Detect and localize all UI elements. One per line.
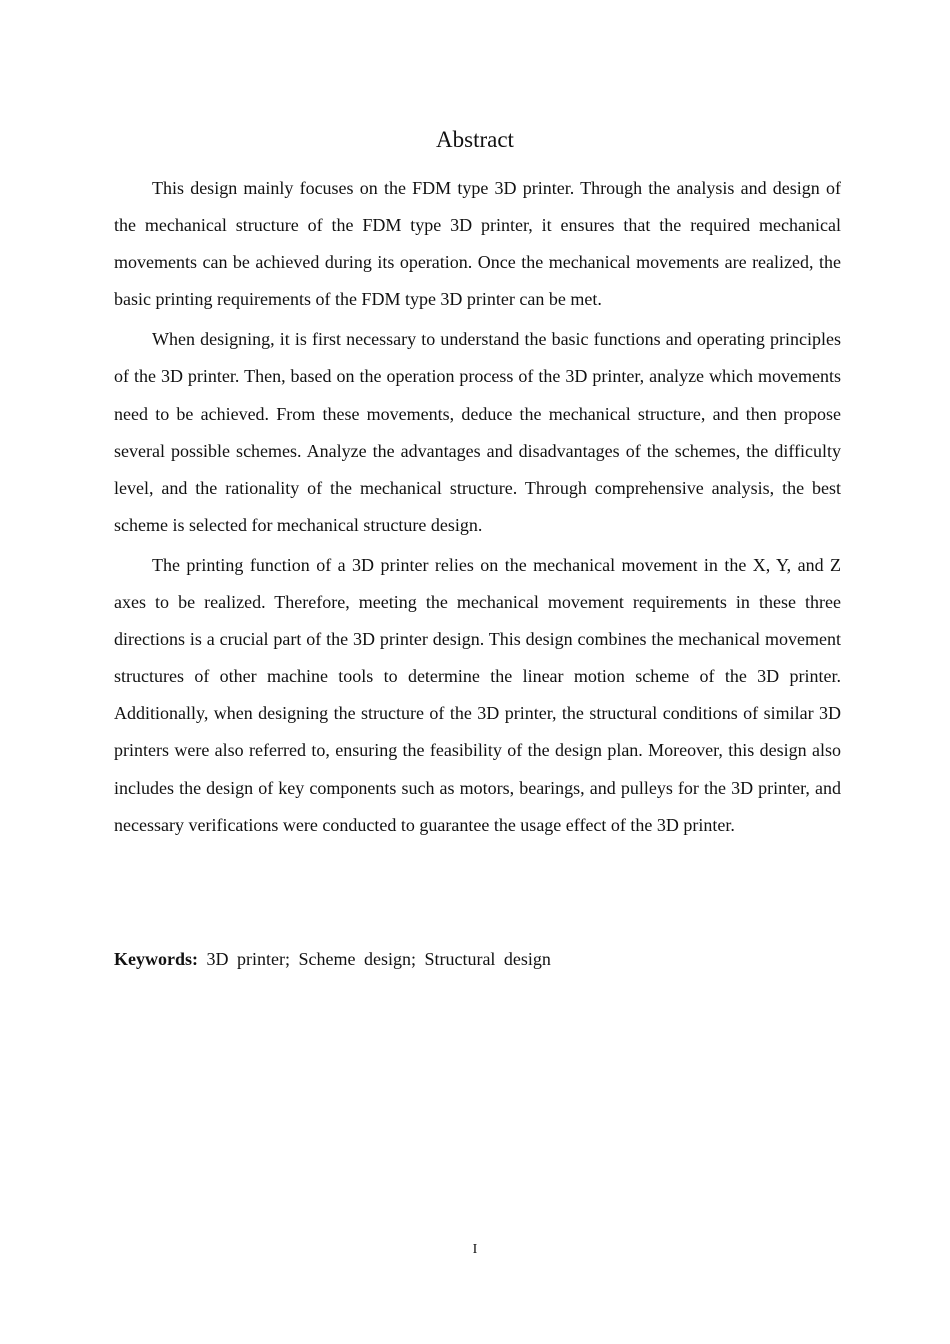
keywords-label: Keywords:	[114, 949, 198, 969]
abstract-paragraph-1: This design mainly focuses on the FDM type 3D printer. Through the analysis and design of the mechanical structure of the FDM type 3D printer, it ensures that the required mechanical movements can be achieved during its operation. Once the mechanical movements are realized, the basic printing requirements of the FDM type 3D printer can be met.	[114, 178, 841, 310]
keywords-text: 3D printer; Scheme design; Structural design	[206, 949, 551, 969]
abstract-body	[114, 170, 841, 847]
page-number: I	[472, 1242, 478, 1257]
keywords-line	[114, 942, 841, 976]
abstract-paragraph-3: The printing function of a 3D printer relies on the mechanical movement in the X, Y, and Z axes to be realized. Therefore, meeting the mechanical movement requirements in these three directions is a crucial part of the 3D printer design. This design combines the mechanical movement structures of other machine tools to determine the linear motion scheme of the 3D printer. Additionally, when designing the structure of the 3D printer, the structural conditions of similar 3D printers were also referred to, ensuring the feasibility of the design plan. Moreover, this design also includes the design of key components such as motors, bearings, and pulleys for the 3D printer, and necessary verifications were conducted to guarantee the usage effect of the 3D printer.	[114, 554, 841, 835]
abstract-paragraph-2: When designing, it is first necessary to understand the basic functions and operating principles of the 3D printer. Then, based on the operation process of the 3D printer, analyze which movements need to be achieved. From these movements, deduce the mechanical structure, and then propose several possible schemes. Analyze the advantages and disadvantages of the schemes, the difficulty level, and the rationality of the mechanical structure. Through comprehensive analysis, the best scheme is selected for mechanical structure design.	[114, 329, 841, 535]
page-title: Abstract	[436, 127, 514, 152]
